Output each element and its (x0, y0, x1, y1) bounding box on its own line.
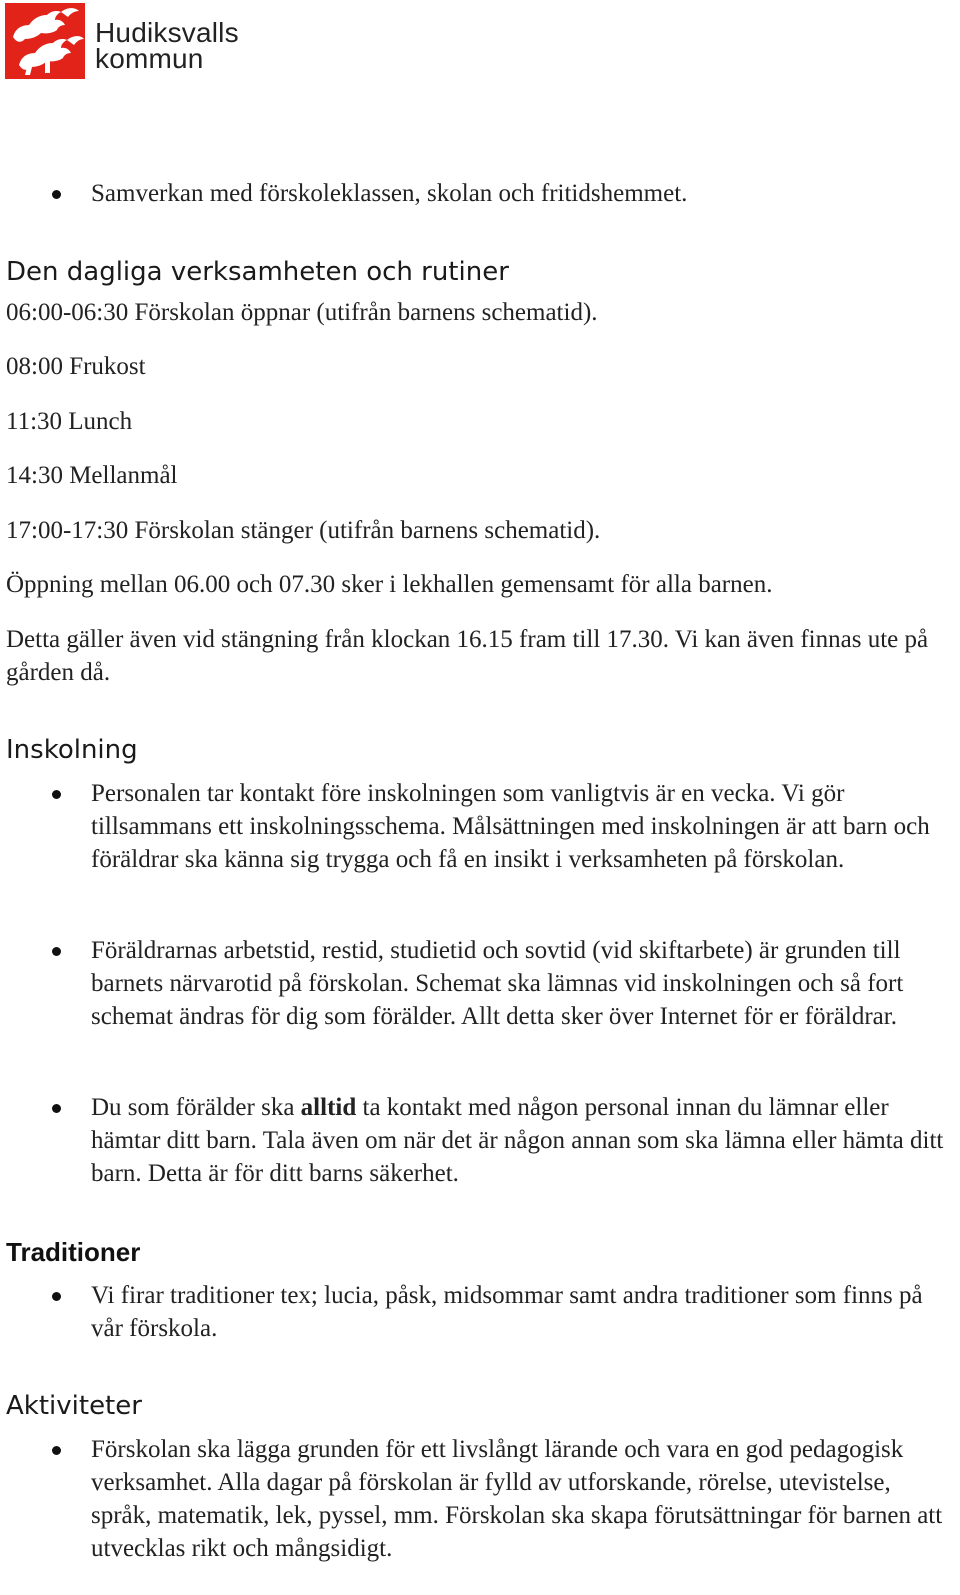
daily-line: 17:00-17:30 Förskolan stänger (utifrån barnens schematid). (6, 517, 601, 544)
emphasis-text: alltid (300, 1094, 357, 1121)
list-item-text: Föräldrarnas arbetstid, restid, studietid och sovtid (vid skiftarbete) är grunden till barnets närvarotid på förskolan. Schemat ska lämnas vid inskolningen och så fort schemat ändras för dig som förälder. Allt detta sker över Internet för er föräldrar. (91, 937, 904, 1030)
daily-line: 14:30 Mellanmål (6, 462, 178, 489)
daily-line: Detta gäller även vid stängning från klockan 16.15 fram till 17.30. Vi kan även finnas ute på gården då. (6, 626, 929, 686)
bullet-icon (52, 947, 61, 956)
section-heading-daily: Den dagliga verksamheten och rutiner (6, 257, 509, 287)
section-heading-aktiviteter: Aktiviteter (6, 1391, 142, 1421)
bullet-icon (52, 790, 61, 799)
text-run: Du som förälder ska (91, 1094, 301, 1121)
municipality-logo (5, 3, 239, 79)
list-item-text: Förskolan ska lägga grunden för ett livslångt lärande och vara en god pedagogisk verksamhet. Alla dagar på förskolan är fylld av utforskande, rörelse, utevistelse, språk, matematik, lek, pyssel, mm. Förskolan ska skapa förutsättningar för barnen att utvecklas rikt och mångsidigt. (91, 1436, 943, 1562)
bullet-icon (52, 1446, 61, 1455)
logo-line-2: kommun (95, 43, 204, 74)
list-item-text: Vi firar traditioner tex; lucia, påsk, midsommar samt andra traditioner som finns på vår förskola. (91, 1282, 923, 1342)
list-item-text (91, 1091, 951, 1190)
section-heading-traditioner: Traditioner (6, 1237, 141, 1267)
section-heading-inskolning: Inskolning (6, 735, 138, 765)
daily-line: Öppning mellan 06.00 och 07.30 sker i lekhallen gemensamt för alla barnen. (6, 571, 773, 598)
daily-line: 08:00 Frukost (6, 353, 146, 380)
bullet-icon (52, 190, 61, 199)
daily-line: 06:00-06:30 Förskolan öppnar (utifrån barnens schematid). (6, 299, 598, 326)
daily-line: 11:30 Lunch (6, 408, 133, 435)
bullet-icon (52, 1292, 61, 1301)
bullet-icon (52, 1104, 61, 1113)
list-item-text: Personalen tar kontakt före inskolningen som vanligtvis är en vecka. Vi gör tillsammans ett inskolningsschema. Målsättningen med inskolningen är att barn och föräldrar ska känna sig trygga och få en insikt i verksamheten på förskolan. (91, 780, 930, 873)
list-item-text: Samverkan med förskoleklassen, skolan och fritidshemmet. (91, 180, 688, 207)
logo-line-1: Hudiksvalls (95, 17, 239, 48)
logo-wordmark (95, 17, 239, 74)
goat-emblem-icon (5, 3, 85, 79)
text-run: ta kontakt med någon personal innan du lämnar eller hämtar ditt barn. Tala även om när det är någon annan som ska lämna eller hämta ditt barn. Detta är för ditt barns säkerhet. (91, 1094, 944, 1187)
